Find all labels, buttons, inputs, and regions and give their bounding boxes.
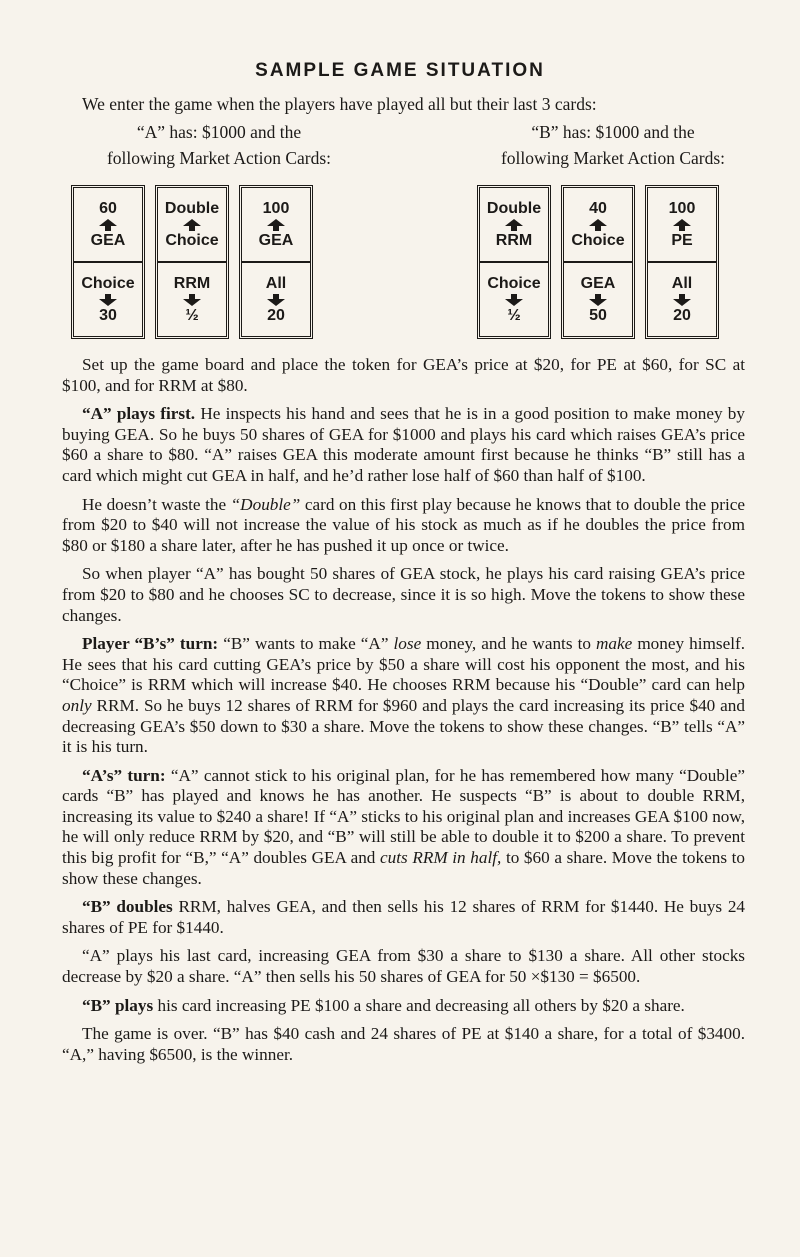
card-top-value: Double	[164, 199, 220, 217]
paragraph-text: He doesn’t waste the	[82, 494, 231, 514]
card-bottom-half	[242, 263, 310, 336]
arrow-down-icon	[673, 294, 691, 306]
arrow-up-icon	[99, 219, 117, 231]
card-bottom-stock: RRM	[173, 274, 211, 292]
player-b-line1: “B” has: $1000 and the	[531, 122, 695, 142]
card-bottom-half	[480, 263, 548, 336]
card-top-half	[158, 188, 226, 263]
card-bottom-stock: Choice	[487, 274, 541, 292]
player-a-cards	[71, 185, 313, 339]
paragraph-text: card on this first play because he knows that to double the price from $20 to $40 will not increase the value of his stock as much as if he doubles the price from $80 or $180 a share later, after he has pushed it up once or twice.	[62, 494, 745, 555]
market-action-card	[477, 185, 551, 339]
card-bottom-half	[564, 263, 632, 336]
arrow-up-icon	[183, 219, 201, 231]
paragraph-setup	[62, 355, 745, 396]
paragraph-text: The game is over. “B” has $40 cash and 24 shares of PE at $140 a share, for a total of $3400. “A,” having $6500, is the winner.	[62, 1024, 745, 1064]
arrow-down-icon	[589, 294, 607, 306]
paragraph-text: money, and he wants to	[421, 634, 596, 654]
paragraph-b-plays	[62, 996, 745, 1017]
card-top-stock: Choice	[165, 231, 219, 249]
arrow-up-icon	[673, 219, 691, 231]
player-b-line2: following Market Action Cards:	[500, 148, 726, 168]
card-top-stock: PE	[671, 231, 693, 249]
paragraph-text: Set up the game board and place the token for GEA’s price at $20, for PE at $60, for SC at $100, and for RRM at $80.	[62, 355, 745, 395]
player-b-cards	[477, 185, 719, 339]
paragraph-text: his card increasing PE $100 a share and decreasing all others by $20 a share.	[153, 995, 685, 1015]
card-top-stock: GEA	[90, 231, 126, 249]
paragraph-a-last	[62, 946, 745, 987]
card-bottom-value: 20	[267, 306, 285, 324]
paragraph-a-first	[62, 404, 745, 486]
arrow-up-icon	[505, 219, 523, 231]
paragraph-lead: “B” doubles	[82, 897, 173, 917]
paragraph-text: “B” wants to make “A”	[218, 634, 394, 654]
card-bottom-stock: All	[671, 274, 693, 292]
paragraph-text: “A” plays his last card, increasing GEA from $30 a share to $130 a share. All other stocks decrease by $20 a share. “A” then sells his 50 shares of GEA for 50 ×$130 = $6500.	[62, 946, 745, 987]
paragraph-game-over	[62, 1024, 745, 1065]
player-b-heading	[478, 119, 748, 171]
card-top-half	[242, 188, 310, 263]
card-top-value: Double	[486, 199, 542, 217]
paragraph-emphasis: “Double”	[230, 494, 301, 514]
card-top-half	[648, 188, 716, 263]
paragraph-emphasis: lose	[393, 634, 422, 654]
market-action-card	[561, 185, 635, 339]
card-top-half	[564, 188, 632, 263]
paragraph-text: money himself. He sees that his card cutting GEA’s price by $50 a share will cost his opponent the most, and his “Choice” is RRM which will increase $40. He chooses RRM because his “Double” card can help	[62, 634, 745, 695]
market-action-card	[645, 185, 719, 339]
arrow-up-icon	[589, 219, 607, 231]
paragraph-text: “A” cannot stick to his original plan, for he has remembered how many “Double” cards “B” has played and knows he has another. He suspects “B” is about to double RRM, increasing its value to $240 a share! If “A” sticks to his original plan and increases GEA $100 now, he will only reduce RRM by $20, and “B” will still be able to double it to $200 a share. To prevent this big profit for “B,” “A” doubles GEA and	[62, 765, 745, 868]
paragraph-text: RRM, halves GEA, and then sells his 12 shares of RRM for $1440. He buys 24 shares of PE for $1440.	[62, 897, 746, 937]
card-top-value: 40	[589, 199, 607, 217]
card-top-half	[480, 188, 548, 263]
card-bottom-value: 30	[99, 306, 117, 324]
card-top-stock: Choice	[571, 231, 625, 249]
card-bottom-half	[648, 263, 716, 336]
intro-text: We enter the game when the players have played all but their last 3 cards:	[82, 94, 597, 114]
arrow-down-icon	[99, 294, 117, 306]
card-bottom-stock: Choice	[81, 274, 135, 292]
market-action-card	[239, 185, 313, 339]
paragraph-text: He inspects his hand and sees that he is in a good position to make money by buying GEA. So he buys 50 shares of GEA for $1000 and plays his card which raises GEA’s price $60 a share to $80. “A” raises GEA this moderate amount first because he thinks “B” still has a card which might cut GEA in half, and he’d rather lose half of $60 than half of $100.	[62, 404, 745, 485]
paragraph-moves	[62, 564, 745, 626]
paragraph-text: to $60 a share. Move the tokens to show these changes.	[62, 848, 746, 888]
market-action-card	[155, 185, 229, 339]
player-a-line1: “A” has: $1000 and the	[136, 122, 302, 142]
card-top-half	[74, 188, 142, 263]
card-bottom-value: 50	[589, 306, 607, 324]
card-bottom-value: ½	[185, 306, 199, 324]
body-text	[62, 355, 745, 1073]
page-title: SAMPLE GAME SITUATION	[255, 60, 545, 81]
arrow-down-icon	[505, 294, 523, 306]
arrow-down-icon	[267, 294, 285, 306]
paragraph-emphasis: make	[596, 634, 633, 654]
paragraph-lead: “A” plays first.	[82, 404, 196, 424]
arrow-up-icon	[267, 219, 285, 231]
paragraph-double	[62, 495, 745, 557]
paragraph-emphasis: only	[62, 695, 92, 715]
paragraph-lead: “A’s” turn:	[82, 765, 166, 785]
card-top-stock: RRM	[495, 231, 533, 249]
player-a-line2: following Market Action Cards:	[106, 148, 332, 168]
card-bottom-value: 20	[673, 306, 691, 324]
card-bottom-half	[158, 263, 226, 336]
card-top-stock: GEA	[258, 231, 294, 249]
market-action-card	[71, 185, 145, 339]
paragraph-emphasis: cuts RRM in half,	[380, 848, 502, 868]
paragraph-b-doubles	[62, 897, 745, 938]
paragraph-text: RRM. So he buys 12 shares of RRM for $960 and plays the card increasing its price $40 and decreasing GEA’s $50 down to $30 a share. Move the tokens to show these changes. “B” tells “A” it is his turn.	[62, 695, 745, 757]
card-top-value: 100	[262, 199, 290, 217]
card-top-value: 100	[668, 199, 696, 217]
card-bottom-half	[74, 263, 142, 336]
arrow-down-icon	[183, 294, 201, 306]
card-bottom-stock: All	[265, 274, 287, 292]
card-bottom-value: ½	[507, 306, 521, 324]
card-top-value: 60	[99, 199, 117, 217]
paragraph-lead: Player “B’s” turn:	[82, 634, 219, 654]
paragraph-lead: “B” plays	[82, 995, 154, 1015]
player-a-heading	[84, 119, 354, 171]
paragraph-a-turn	[62, 766, 745, 890]
paragraph-b-turn	[62, 634, 745, 758]
paragraph-text: So when player “A” has bought 50 shares of GEA stock, he plays his card raising GEA’s price from $20 to $80 and he chooses SC to decrease, since it is so high. Move the tokens to show these changes.	[62, 564, 745, 625]
card-bottom-stock: GEA	[580, 274, 616, 292]
